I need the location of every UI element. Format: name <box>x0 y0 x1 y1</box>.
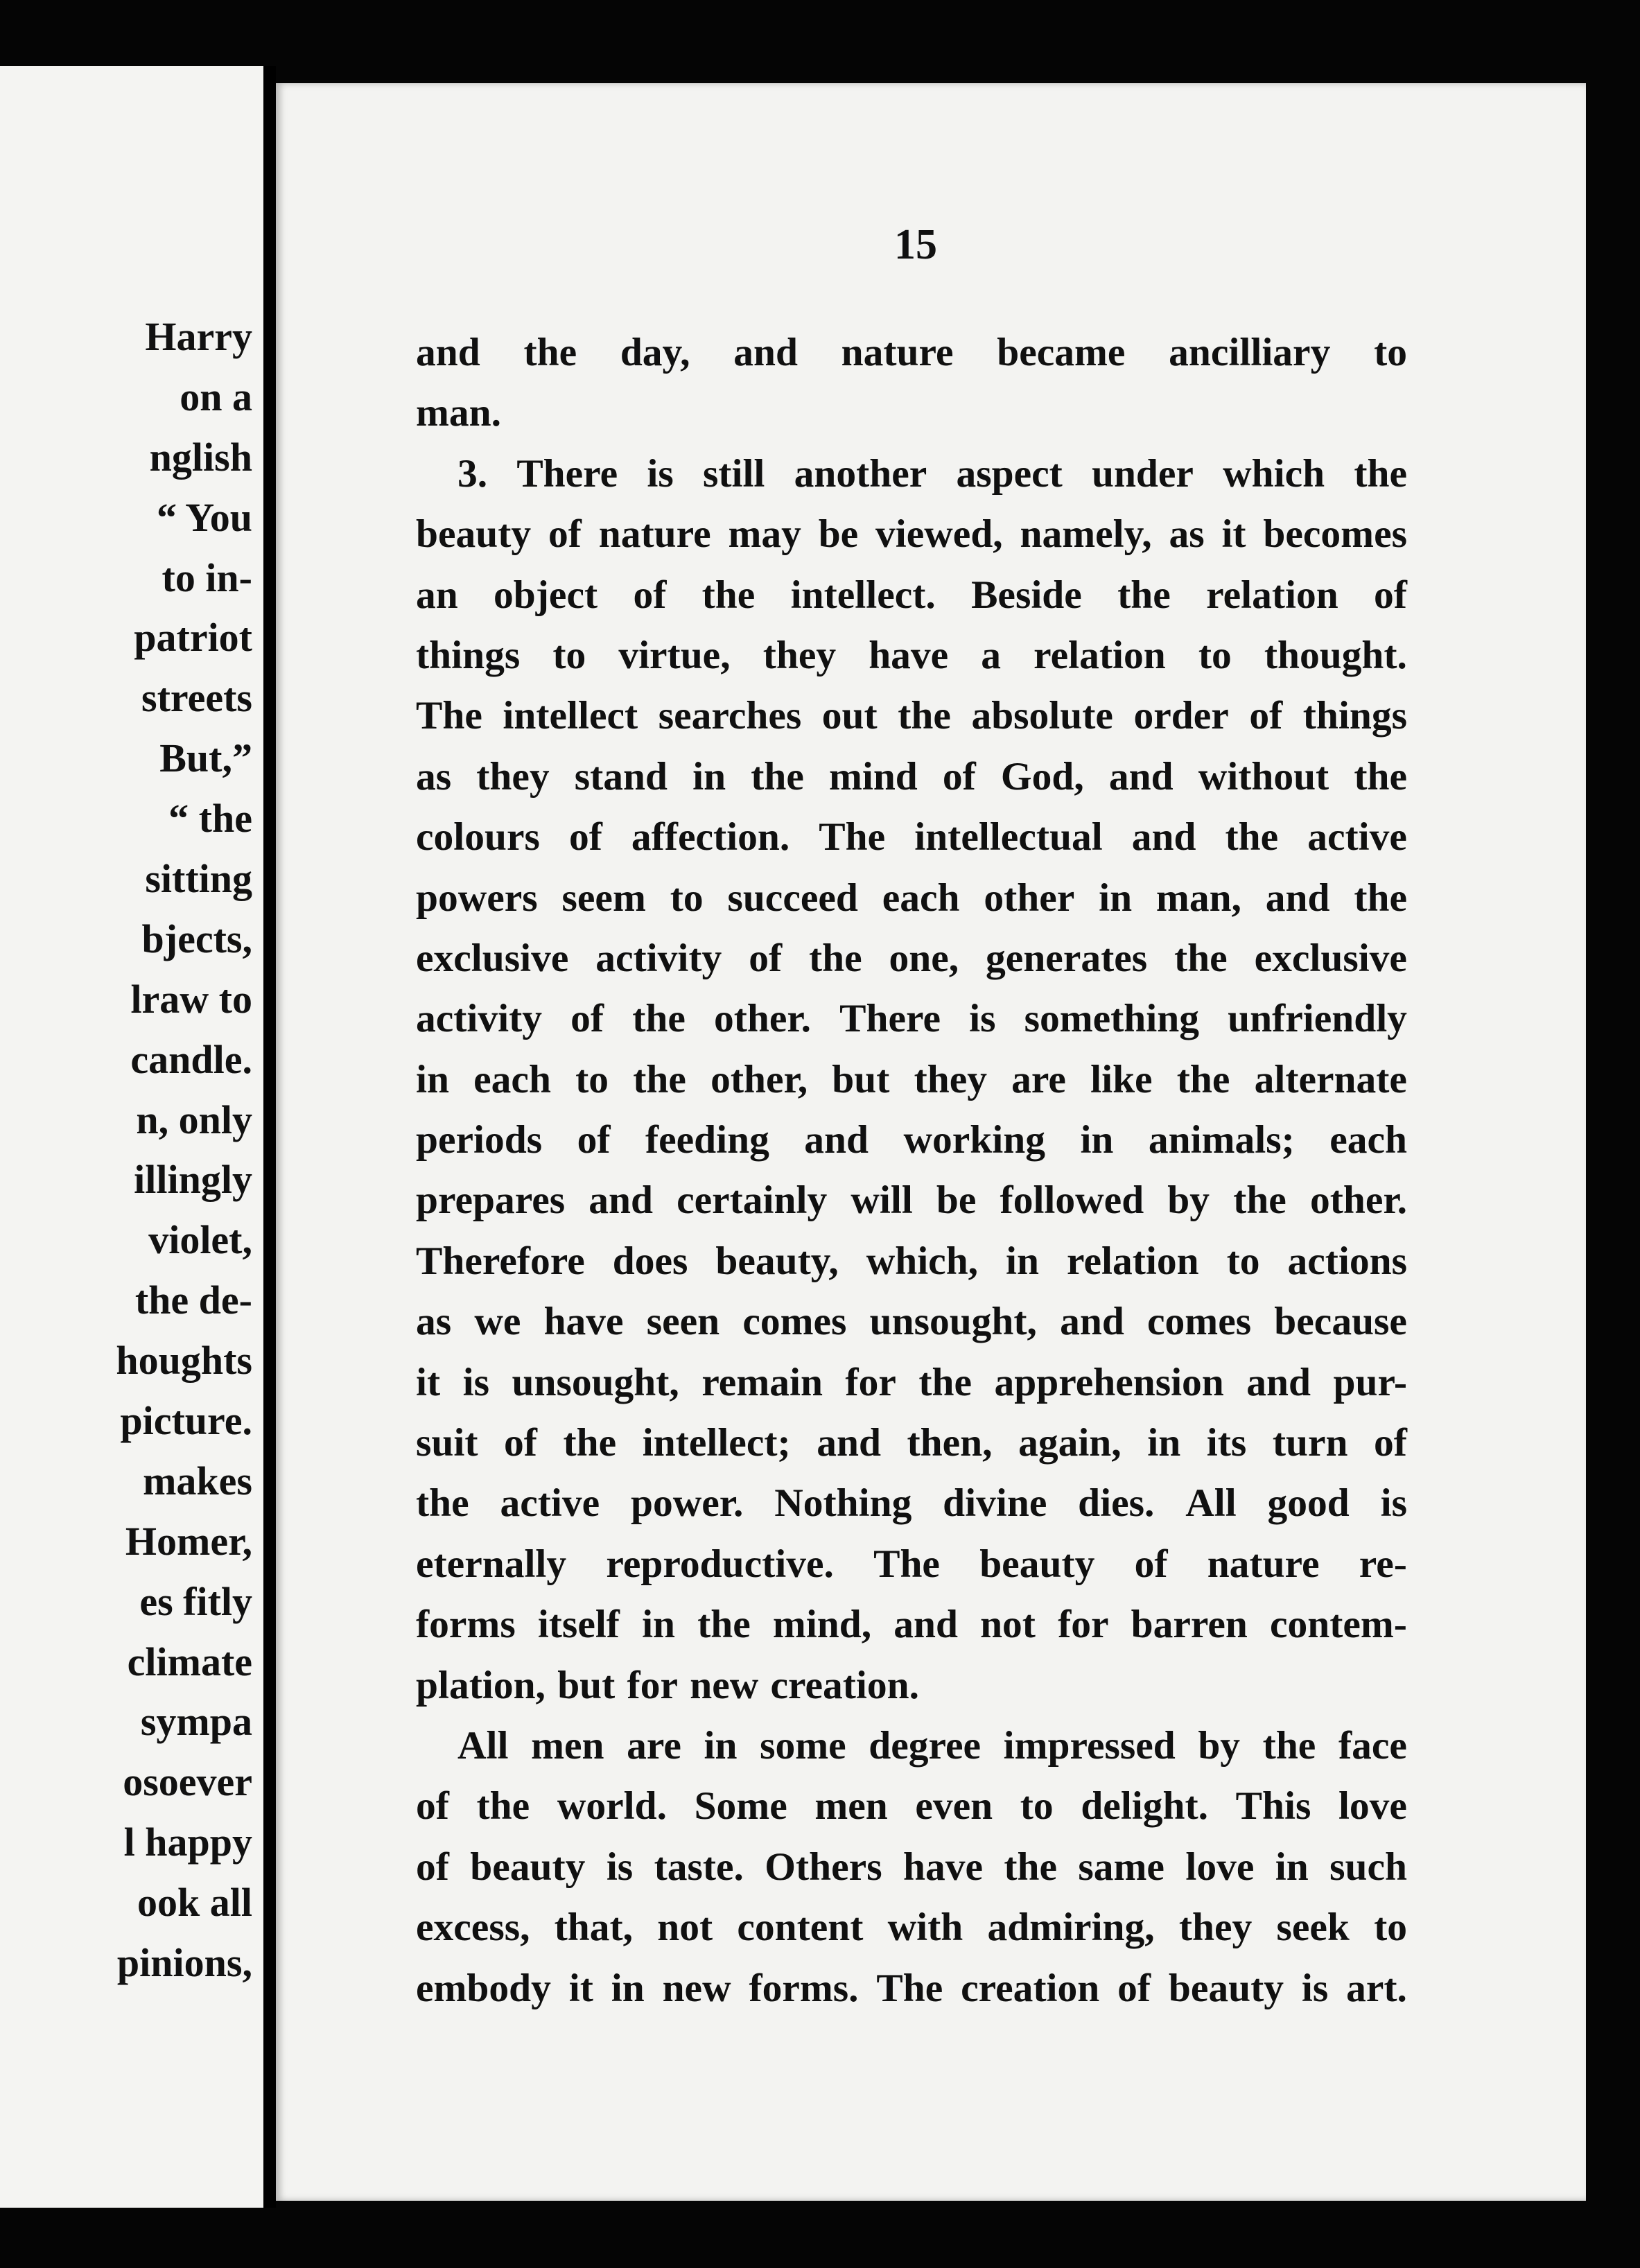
text-line: embody it in new forms. The creation of beauty is art. <box>416 1966 1407 2010</box>
text-line: activity of the other. There is something unfriendly <box>416 997 1407 1041</box>
left-page-line: l happy <box>123 1820 252 1865</box>
left-page-line: patriot <box>134 615 252 661</box>
left-page-line: makes <box>143 1458 252 1503</box>
left-page-line: on a <box>180 374 252 419</box>
left-page-line: But,” <box>159 735 252 781</box>
text-line: an object of the intellect. Beside the relation of <box>416 573 1407 617</box>
left-page-line: violet, <box>148 1217 252 1263</box>
left-page-line: to in- <box>162 555 252 600</box>
text-line: forms itself in the mind, and not for barren contem- <box>416 1603 1407 1647</box>
left-page-line: nglish <box>149 434 252 480</box>
left-page-line: sympa <box>140 1699 252 1745</box>
text-line: of beauty is taste. Others have the same love in such <box>416 1844 1407 1889</box>
book-spine <box>263 66 276 2208</box>
text-line: the active power. Nothing divine dies. All good is <box>416 1481 1407 1526</box>
left-page-line: streets <box>141 675 252 721</box>
left-page-line: climate <box>127 1639 252 1684</box>
left-page-line: sitting <box>145 856 252 902</box>
left-page-line: illingly <box>134 1157 252 1203</box>
text-line: and the day, and nature became ancilliary to <box>416 331 1407 374</box>
text-line: prepares and certainly will be followed by the other. <box>416 1178 1407 1223</box>
text-line: periods of feeding and working in animals; each <box>416 1118 1407 1162</box>
left-page-line: ook all <box>137 1880 252 1926</box>
left-page-line: lraw to <box>130 976 252 1022</box>
text-line: as they stand in the mind of God, and without the <box>416 754 1407 799</box>
left-page-line: pinions, <box>116 1940 252 1986</box>
left-page-line: osoever <box>123 1759 252 1805</box>
text-line: man. <box>416 391 502 435</box>
text-line: suit of the intellect; and then, again, in its turn of <box>416 1421 1407 1465</box>
text-line: plation, but for new creation. <box>416 1663 920 1707</box>
left-page-line: houghts <box>116 1338 252 1384</box>
text-line: Therefore does beauty, which, in relation to actions <box>416 1239 1407 1283</box>
body-text <box>416 322 1407 2018</box>
text-line: things to virtue, they have a relation to thought. <box>416 633 1407 677</box>
text-line: powers seem to succeed each other in man, and the <box>416 875 1407 920</box>
left-page <box>0 66 263 2208</box>
left-page-line: “ the <box>168 796 252 841</box>
text-line: excess, that, not content with admiring, they seek to <box>416 1905 1407 1950</box>
left-page-line: Harry <box>145 314 252 359</box>
text-line: as we have seen comes unsought, and comes because <box>416 1300 1407 1344</box>
left-page-line: picture. <box>120 1398 252 1444</box>
left-page-line: candle. <box>130 1036 252 1082</box>
page-number: 15 <box>894 221 937 268</box>
text-line: exclusive activity of the one, generates the exclusive <box>416 936 1407 980</box>
text-line: of the world. Some men even to delight. This love <box>416 1784 1407 1829</box>
left-page-text <box>116 307 252 1994</box>
left-page-line: the de- <box>134 1277 252 1323</box>
text-line: eternally reproductive. The beauty of nature re- <box>416 1542 1407 1586</box>
text-line: colours of affection. The intellectual and the active <box>416 815 1407 860</box>
text-line: The intellect searches out the absolute order of things <box>416 694 1407 738</box>
left-page-line: “ You <box>156 494 252 540</box>
left-page-line: es fitly <box>139 1578 252 1624</box>
text-line: 3. There is still another aspect under which the <box>457 451 1407 496</box>
text-line: beauty of nature may be viewed, namely, as it becomes <box>416 512 1407 557</box>
left-page-line: bjects, <box>141 916 252 961</box>
text-line: in each to the other, but they are like the alternate <box>416 1057 1407 1101</box>
left-page-line: Homer, <box>125 1518 252 1564</box>
left-page-line: n, only <box>136 1097 252 1142</box>
text-line: All men are in some degree impressed by the face <box>457 1723 1407 1768</box>
text-line: it is unsought, remain for the apprehension and pur- <box>416 1360 1407 1404</box>
